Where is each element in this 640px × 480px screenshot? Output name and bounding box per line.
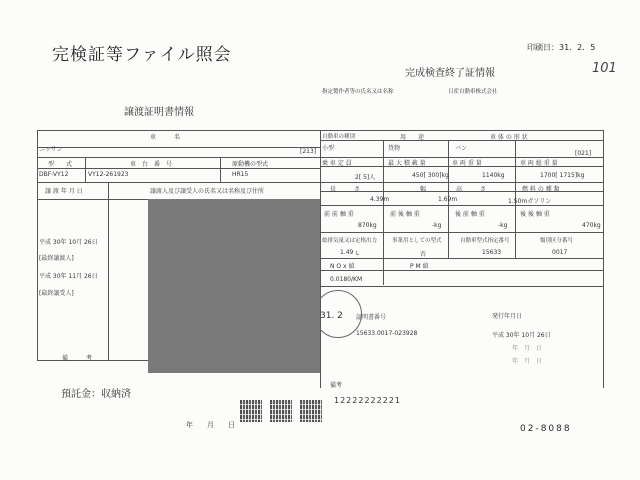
weight-header: 車 両 重 量 [452, 160, 482, 167]
chassis-value: VY12-261923 [88, 171, 129, 178]
front-rear-header: 前 後 軸 重 [390, 211, 420, 218]
col-line [383, 140, 384, 285]
qr-code-3 [300, 400, 322, 422]
height-value: 1.50mガソリン [508, 198, 552, 205]
col-line [108, 182, 109, 360]
date-line: 年 月 日 [186, 421, 235, 429]
remarks-header: 備 考 [62, 355, 93, 362]
remarks-label: 備考 [330, 382, 343, 389]
maker-no-header: 事業用としての型式 [392, 238, 442, 244]
displacement-value: 1.49 [340, 249, 354, 256]
table-border-left [37, 130, 38, 360]
issuer-value: 日産自動車株式会社 [448, 89, 498, 95]
fuel-header: 燃 料 の 種 類 [522, 186, 560, 193]
completion-cert-heading: 完成検査終了証情報 [405, 68, 495, 79]
issue-date-label: 発行年月日 [492, 313, 523, 320]
length-value: 4.39m [370, 196, 390, 203]
deposit-status: 預託金：収納済 [61, 389, 131, 400]
rear-axle-value: 470kg [582, 222, 601, 229]
category-value: 小型 [322, 145, 335, 152]
transfer-date-1: 平成 30年 10月 26日 [39, 239, 98, 246]
rear-front-header: 後 前 軸 重 [455, 211, 485, 218]
front-rear-value: -kg [432, 222, 442, 229]
chassis-header: 車 台 番 号 [130, 161, 173, 168]
cert-no-label: 証明書番号 [356, 314, 387, 321]
transferor-header: 譲渡人及び譲受人の氏名又は名称及び住所 [150, 188, 265, 195]
redacted-area [148, 199, 320, 373]
row-line [320, 205, 603, 206]
col-line [85, 157, 86, 182]
gross-value: 1700[ 1715]kg [540, 172, 585, 179]
engine-value: HR15 [232, 171, 249, 178]
row-line [37, 182, 603, 183]
body-value: バン [455, 145, 468, 152]
rear-front-value: -kg [498, 222, 508, 229]
col-line [220, 157, 221, 182]
qr-code-1 [240, 400, 262, 422]
class-header: 類別区分番号 [540, 238, 574, 244]
gross-header: 車 両 総 重 量 [520, 160, 558, 167]
handwritten-number: 101 [592, 61, 617, 76]
category-header: 自動車の種別 [322, 134, 356, 140]
row-line [320, 270, 603, 271]
name-header: 車 名 [150, 134, 181, 141]
displacement-unit: L [356, 251, 360, 257]
length-header: 長 さ [330, 186, 361, 193]
row-line [320, 258, 603, 259]
use-header: 用 途 [400, 134, 425, 141]
document-number: 02-8088 [520, 424, 572, 434]
barcode-digits: 12222222221 [334, 396, 401, 405]
row-line [320, 286, 603, 287]
capacity-value: 2[ 5]人 [355, 174, 376, 181]
table-border-right [603, 130, 604, 388]
class-value: 0017 [552, 249, 568, 256]
displacement-header: 総排気量又は定格出力 [322, 238, 378, 244]
final-transferee-1: [最終譲渡人] [39, 255, 74, 262]
stamp-text: 31. 2 [320, 311, 343, 321]
row-line [37, 168, 320, 169]
transfer-date-header: 譲 渡 年 月 日 [45, 188, 83, 195]
rear-axle-header: 後 後 軸 重 [520, 211, 550, 218]
code-213: [213] [300, 148, 317, 155]
width-header: 幅 [420, 186, 427, 193]
use-value: 貨物 [388, 145, 401, 152]
type-header: 型 式 [48, 161, 73, 168]
row-line [320, 140, 603, 141]
qr-code-2 [270, 400, 292, 422]
weight-value: 1140kg [482, 172, 505, 179]
code-021: [021] [575, 150, 592, 157]
maker-no-value: 否 [420, 251, 427, 258]
table-mid-divider [320, 130, 321, 388]
width-value: 1.69m [438, 196, 458, 203]
row-line [37, 157, 603, 158]
issue-date-value: 平成 30年 10月 26日 [492, 332, 551, 339]
issue-date-blank-1: 年 月 日 [512, 345, 543, 352]
nox-value: 0.0180/KM [330, 276, 363, 283]
designation-value: 15633 [482, 249, 502, 256]
engine-header: 原動機の型式 [232, 161, 269, 168]
name-value: ニッサン [39, 146, 63, 153]
max-load-header: 最 大 積 載 量 [388, 160, 426, 167]
row-line [320, 232, 603, 233]
type-value: DBF-VY12 [39, 171, 69, 178]
max-load-value: 450[ 300]kg [412, 172, 449, 179]
height-header: 高 さ [456, 186, 487, 193]
page-title: 完検証等ファイル照会 [52, 45, 232, 65]
cert-no-value: 15633.0017-023928 [356, 330, 418, 337]
issuer-label: 指定製作者等の氏名又は名称 [322, 89, 394, 95]
issue-date-blank-2: 年 月 日 [512, 358, 543, 365]
front-axle-header: 前 前 軸 重 [324, 211, 354, 218]
designation-header: 自動車型式指定番号 [460, 238, 510, 244]
transfer-date-2: 平成 30年 11月 26日 [39, 273, 98, 280]
final-transferee-2: [最終譲受人] [39, 290, 74, 297]
transfer-cert-heading: 譲渡証明書情報 [124, 107, 194, 118]
capacity-header: 乗 車 定 員 [322, 160, 352, 167]
front-axle-value: 870kg [358, 222, 377, 229]
pm-header: P M 値 [410, 263, 429, 270]
body-header: 車 体 の 形 状 [490, 134, 528, 141]
nox-header: N O x 値 [330, 263, 355, 270]
print-date: 印刷日：31．2．5 [527, 43, 596, 52]
row-line [37, 147, 320, 148]
